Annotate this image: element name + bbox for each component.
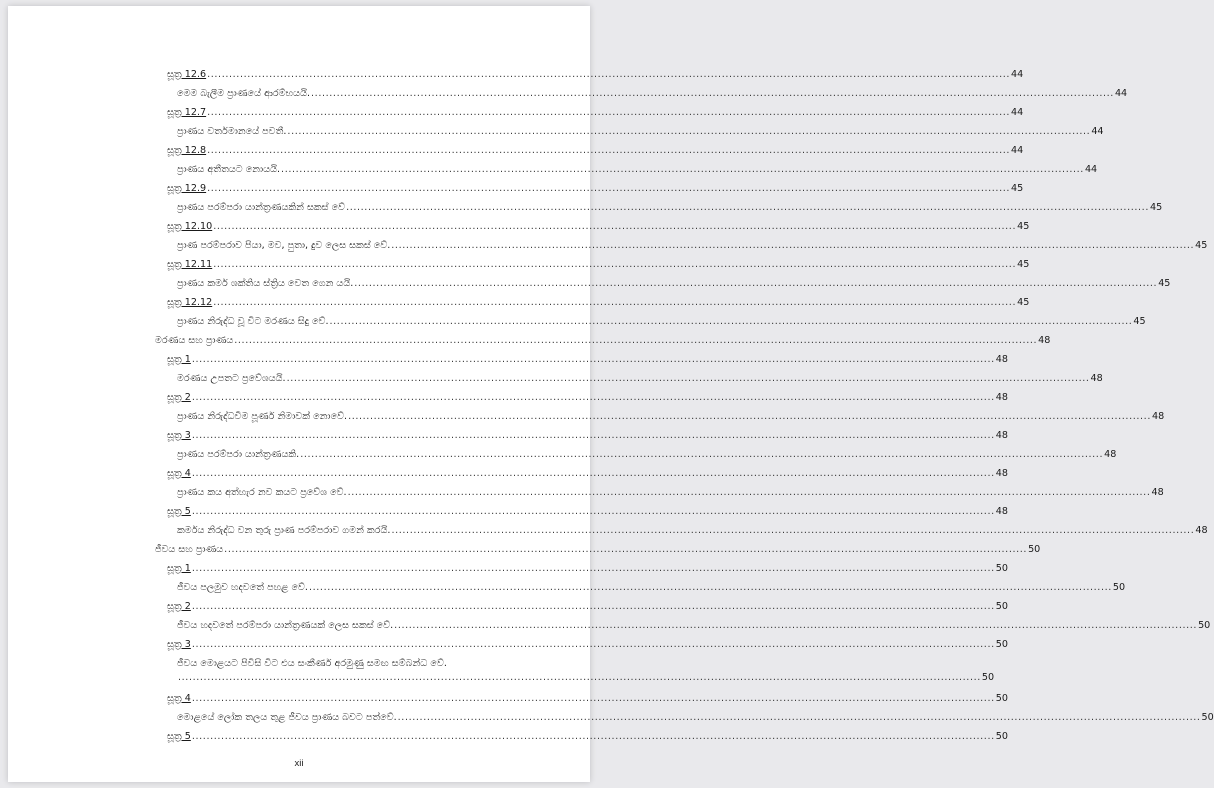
toc-entry-label: සූත්‍ර 12.6 xyxy=(167,69,207,80)
toc-entry-sutra[interactable] xyxy=(167,600,1008,614)
toc-entry-page-number: 50 xyxy=(1201,712,1214,723)
toc-entry-label: සූත්‍ර 3 xyxy=(167,430,191,441)
dot-leader: ............................................................................................................................................................................................................................ xyxy=(234,335,1038,346)
dot-leader: ............................................................................................................................................................................................................................ xyxy=(287,126,1091,137)
toc-entry-page-number: 44 xyxy=(1084,164,1098,175)
toc-entry-sutra[interactable] xyxy=(167,638,1008,652)
toc-entry-page-number: 48 xyxy=(1038,335,1051,346)
toc-entry-page-number: 50 xyxy=(1028,544,1041,555)
toc-entry-sutra[interactable] xyxy=(167,505,1008,519)
toc-entry-label: සූත්‍ර 12.8 xyxy=(167,145,207,156)
toc-entry-page-number: 50 xyxy=(981,672,995,683)
toc-entry-subtitle[interactable] xyxy=(177,201,1163,215)
toc-entry-label: ජීවය හදවතේ පරම්පරා යාන්ත්‍රණයක් ලෙස සකස් වේ. xyxy=(177,620,394,631)
toc-entry-page-number: 48 xyxy=(1151,411,1165,422)
dot-leader: ............................................................................................................................................................................................................................ xyxy=(207,69,1011,80)
toc-entry-page-number: 50 xyxy=(1112,582,1126,593)
toc-entry-subtitle[interactable] xyxy=(177,372,1103,386)
dot-leader: ............................................................................................................................................................................................................................ xyxy=(346,202,1149,213)
toc-entry-subtitle[interactable] xyxy=(177,125,1104,139)
toc-entry-sutra[interactable] xyxy=(167,106,1024,120)
dot-leader: ............................................................................................................................................................................................................................ xyxy=(394,620,1198,631)
toc-entry-sutra[interactable] xyxy=(167,182,1024,196)
toc-entry-label: සූත්‍ර 1 xyxy=(167,354,191,365)
dot-leader: ............................................................................................................................................................................................................................ xyxy=(354,278,1158,289)
toc-entry-label: සූත්‍ර 4 xyxy=(167,693,191,704)
toc-entry-subtitle[interactable] xyxy=(177,657,458,671)
toc-entry-page-number: 48 xyxy=(995,354,1008,365)
toc-entry-label: ප්‍රාණය වර්තමානයේ පවතී. xyxy=(177,126,287,137)
toc-entry-subtitle[interactable] xyxy=(177,619,1211,633)
toc-entry-label: ප්‍රාණය පරම්පරා යාන්ත්‍රණයකි. xyxy=(177,449,300,460)
toc-entry-sutra[interactable] xyxy=(167,144,1024,158)
toc-entry-subtitle[interactable] xyxy=(177,581,1126,595)
dot-leader: ............................................................................................................................................................................................................................ xyxy=(207,145,1011,156)
toc-entry-subtitle[interactable] xyxy=(177,163,1098,177)
toc-entry-page-number: 44 xyxy=(1114,88,1128,99)
toc-entry-page-number: 50 xyxy=(995,563,1008,574)
toc-entry-page-number: 45 xyxy=(1149,202,1163,213)
toc-entry-sutra[interactable] xyxy=(167,296,1030,310)
dot-leader: ............................................................................................................................................................................................................................ xyxy=(191,731,995,742)
toc-entry-page-number: 45 xyxy=(1195,240,1208,251)
toc-entry-sutra[interactable] xyxy=(167,68,1024,82)
toc-entry-label: සූත්‍ර 5 xyxy=(167,731,191,742)
toc-entry-label: මරණය උපතට ප්‍රවේශයයි. xyxy=(177,373,286,384)
toc-entry-subtitle[interactable] xyxy=(177,239,1208,253)
toc-entry-page-number: 44 xyxy=(1011,145,1024,156)
toc-entry-label: ප්‍රාණ පරම්පරාව පියා, මව, පුතා, දුව ලෙස සකස් වේ. xyxy=(177,240,391,251)
dot-leader: ............................................................................................................................................................................................................................ xyxy=(391,240,1195,251)
toc-entry-label: සූත්‍ර 2 xyxy=(167,392,191,403)
toc-entry-label: සූත්‍ර 1 xyxy=(167,563,191,574)
toc-entry-page-number: 45 xyxy=(1158,278,1171,289)
dot-leader: ............................................................................................................................................................................................................................ xyxy=(191,506,995,517)
toc-entry-page-number: 50 xyxy=(1198,620,1211,631)
toc-entry-chapter[interactable] xyxy=(155,543,1041,557)
dot-leader: ............................................................................................................................................................................................................................ xyxy=(213,221,1017,232)
toc-entry-page-number: 44 xyxy=(1011,107,1024,118)
toc-entry-label: ප්‍රාණය කය අත්හැර නව කයට ප්‍රවේශ වේ. xyxy=(177,487,347,498)
toc-entry-page-number: 45 xyxy=(1017,259,1030,270)
toc-entry-label: මරණය සහ ප්‍රාණය xyxy=(155,335,234,346)
dot-leader: ............................................................................................................................................................................................................................ xyxy=(191,563,995,574)
toc-entry-page-number: 48 xyxy=(1104,449,1117,460)
toc-entry-sutra[interactable] xyxy=(167,692,1008,706)
page-number-footer: xii xyxy=(294,758,304,769)
dot-leader: ............................................................................................................................................................................................................................ xyxy=(391,525,1195,536)
toc-entry-label: ප්‍රාණය අතීතයට නොයයි. xyxy=(177,164,281,175)
toc-entry-label: ප්‍රාණය නිරුද්ධ වූ විට මරණය සිදු වේ. xyxy=(177,316,329,327)
toc-entry-label: සූත්‍ර 3 xyxy=(167,639,191,650)
dot-leader: ............................................................................................................................................................................................................................ xyxy=(178,672,981,683)
dot-leader: ............................................................................................................................................................................................................................ xyxy=(191,392,995,403)
toc-entry-sutra[interactable] xyxy=(167,730,1008,744)
toc-entry-sutra[interactable] xyxy=(167,562,1008,576)
toc-entry-label: සූත්‍ර 12.10 xyxy=(167,221,213,232)
dot-leader: ............................................................................................................................................................................................................................ xyxy=(300,449,1104,460)
toc-entry-label: සූත්‍ර 12.9 xyxy=(167,183,207,194)
toc-entry-page-number: 48 xyxy=(1151,487,1164,498)
dot-leader: ............................................................................................................................................................................................................................ xyxy=(207,107,1011,118)
toc-entry-label: කර්මය නිරුද්ධ වන තුරු ප්‍රාණ පරම්පරාව ගමන් කරයි. xyxy=(177,525,391,536)
toc-entry-page-number: 50 xyxy=(995,639,1008,650)
dot-leader: ............................................................................................................................................................................................................................ xyxy=(191,639,995,650)
dot-leader: ............................................................................................................................................................................................................................ xyxy=(213,259,1017,270)
toc-entry-page-number: 45 xyxy=(1133,316,1146,327)
dot-leader: ............................................................................................................................................................................................................................ xyxy=(213,297,1017,308)
toc-entry-page-number: 48 xyxy=(995,506,1008,517)
toc-entry-label: ප්‍රාණය කර්ම ශක්තිය ස්ත්‍රිය වෙත ගෙන යයි. xyxy=(177,278,354,289)
toc-entry-label: සූත්‍ර 4 xyxy=(167,468,191,479)
dot-leader: ............................................................................................................................................................................................................................ xyxy=(191,601,995,612)
toc-entry-sutra[interactable] xyxy=(167,467,1008,481)
toc-entry-sutra[interactable] xyxy=(167,220,1030,234)
dot-leader: ............................................................................................................................................................................................................................ xyxy=(191,430,995,441)
toc-entry-subtitle[interactable] xyxy=(177,711,1214,725)
toc-entry-sutra[interactable] xyxy=(167,391,1008,405)
toc-entry-chapter[interactable] xyxy=(155,334,1051,348)
toc-entry-page-number: 50 xyxy=(995,731,1008,742)
toc-entry-page-number: 50 xyxy=(995,601,1008,612)
toc-entry-page-number: 45 xyxy=(1017,221,1030,232)
dot-leader: ............................................................................................................................................................................................................................ xyxy=(191,468,995,479)
dot-leader: ............................................................................................................................................................................................................................ xyxy=(311,88,1114,99)
toc-entry-page-number: 45 xyxy=(1011,183,1024,194)
toc-entry-label: ජීවය මොළයට පිවිසි විට එය සංකීර්ණ අරමුණු සමඟ සම්බන්ධ වේ. xyxy=(177,658,447,669)
toc-entry-page-number: 48 xyxy=(995,392,1008,403)
dot-leader: ............................................................................................................................................................................................................................ xyxy=(191,354,995,365)
toc-entry-subtitle[interactable] xyxy=(177,87,1128,101)
toc-entry-page-number: 48 xyxy=(1195,525,1208,536)
toc-entry-label: සූත්‍ර 12.7 xyxy=(167,107,207,118)
toc-entry-label: සූත්‍ර 12.12 xyxy=(167,297,213,308)
dot-leader: ............................................................................................................................................................................................................................ xyxy=(348,411,1151,422)
table-of-contents xyxy=(8,6,1214,782)
dot-leader: ............................................................................................................................................................................................................................ xyxy=(286,373,1090,384)
toc-entry-subtitle[interactable] xyxy=(177,277,1171,291)
toc-entry-page-number: 48 xyxy=(995,430,1008,441)
dot-leader: ............................................................................................................................................................................................................................ xyxy=(329,316,1133,327)
toc-entry-subtitle[interactable] xyxy=(177,315,1146,329)
toc-entry-label: මොළයේ ලෝක තලය තුළ ජීවය ප්‍රාණය බවට පත්වේ. xyxy=(177,712,397,723)
toc-entry-subtitle[interactable] xyxy=(177,410,1165,424)
toc-entry-page-number: 48 xyxy=(995,468,1008,479)
document-page xyxy=(8,6,1214,782)
toc-entry-subtitle[interactable] xyxy=(177,524,1208,538)
toc-entry-subtitle[interactable] xyxy=(177,448,1117,462)
toc-entry-label: ජීවය පලමුව හදවතේ පහළ වේ. xyxy=(177,582,308,593)
toc-entry-page-number: 44 xyxy=(1011,69,1024,80)
toc-entry-label: සූත්‍ර 2 xyxy=(167,601,191,612)
dot-leader: ............................................................................................................................................................................................................................ xyxy=(347,487,1151,498)
dot-leader: ............................................................................................................................................................................................................................ xyxy=(224,544,1028,555)
toc-entry-label: සූත්‍ර 12.11 xyxy=(167,259,213,270)
toc-entry-label: ප්‍රාණය පරම්පරා යාන්ත්‍රණයකින් සකස් වේ xyxy=(177,202,346,213)
toc-entry-label: ජීවය සහ ප්‍රාණය xyxy=(155,544,224,555)
dot-leader: ............................................................................................................................................................................................................................ xyxy=(308,582,1112,593)
toc-entry-subtitle[interactable] xyxy=(177,486,1164,500)
toc-entry-page-number: 50 xyxy=(995,693,1008,704)
toc-entry-continuation xyxy=(177,671,995,685)
toc-entry-sutra[interactable] xyxy=(167,258,1030,272)
toc-entry-sutra[interactable] xyxy=(167,429,1008,443)
toc-entry-page-number: 44 xyxy=(1091,126,1104,137)
dot-leader: ............................................................................................................................................................................................................................ xyxy=(397,712,1201,723)
toc-entry-page-number: 48 xyxy=(1090,373,1103,384)
dot-leader: ............................................................................................................................................................................................................................ xyxy=(191,693,995,704)
toc-entry-label: සූත්‍ර 5 xyxy=(167,506,191,517)
toc-entry-sutra[interactable] xyxy=(167,353,1008,367)
toc-entry-page-number: 45 xyxy=(1017,297,1030,308)
toc-entry-label: මෙම බැලීම ප්‍රාණයේ ආරම්භයයි. xyxy=(177,88,311,99)
dot-leader: ............................................................................................................................................................................................................................ xyxy=(207,183,1011,194)
dot-leader: ............................................................................................................................................................................................................................ xyxy=(281,164,1084,175)
toc-entry-label: ප්‍රාණය නිරුද්ධවීම පූර්ණ නිමාවක් නොවේ. xyxy=(177,411,348,422)
